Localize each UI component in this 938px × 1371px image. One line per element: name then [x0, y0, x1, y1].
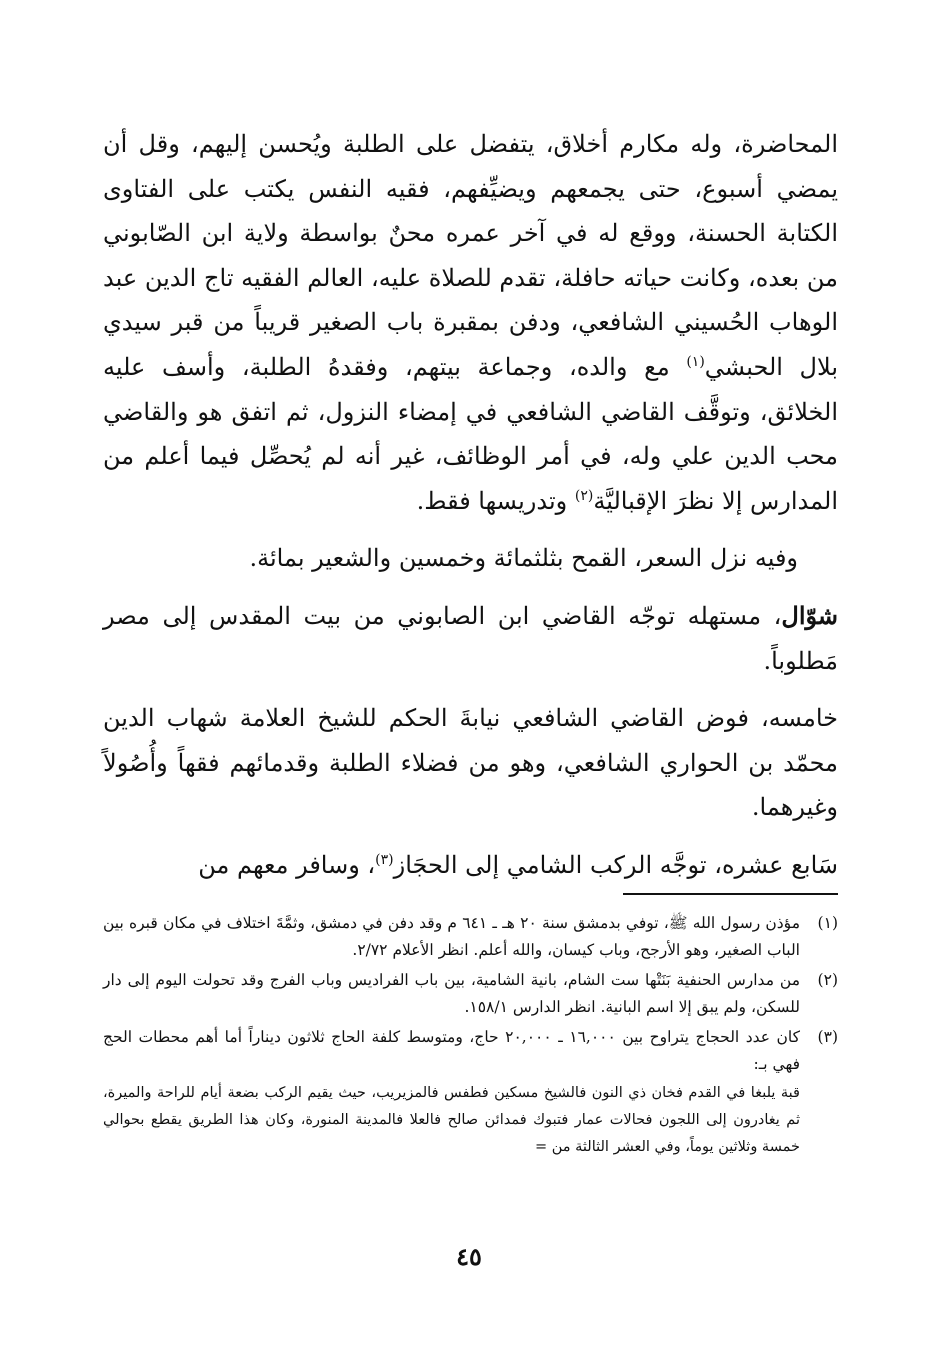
paragraph-5 [103, 843, 838, 888]
paragraph-5-text: سَابع عشره، توجَّه الركب الشامي إلى الحجَاز [393, 850, 838, 879]
paragraph-4-text: خامسه، فوض القاضي الشافعي نيابةَ الحكم للشيخ العلامة شهاب الدين محمّد بن الحواري الشافعي، وهو من فضلاء الطلبة وقدمائهم فقهاً وأُصُولاً وغيرهما. [103, 704, 838, 822]
footnote-ref-3: (٣) [375, 851, 394, 868]
footnote-3-text: كان عدد الحجاج يتراوح بين ١٦,٠٠٠ ـ ٢٠,٠٠٠ حاج، ومتوسط كلفة الحاج ثلاثون ديناراً أما أهم محطات الحج فهي بـ: [103, 1028, 800, 1073]
footnote-3 [103, 1024, 838, 1161]
paragraph-1 [103, 122, 838, 523]
footnotes-section [103, 910, 838, 1165]
footnote-1-number: (١) [817, 914, 838, 932]
paragraph-2 [103, 536, 838, 581]
footnote-1 [103, 910, 838, 963]
month-heading: شوّال [781, 600, 838, 630]
footnote-divider [623, 893, 838, 895]
footnote-3-number: (٣) [817, 1028, 838, 1046]
page-number: ٤٥ [456, 1242, 482, 1271]
footnote-2-number: (٢) [817, 971, 838, 989]
paragraph-1-text-cont: مع والده، وجماعة بيتهم، وفقدهُ الطلبة، وأسف عليه الخلائق، وتوقَّف القاضي الشافعي في إمضاء النزول، ثم اتفق هو والقاضي محب الدين علي وله، في أمر الوظائف، غير أنه لم يُحصِّل فيما أعلم من المدارس إلا نظرَ الإقباليَّة [103, 352, 838, 515]
paragraph-5-text-cont: ، وسافر معهم من [198, 850, 376, 879]
paragraph-2-text: وفيه نزل السعر، القمح بثلثمائة وخمسين والشعير بمائة. [249, 544, 798, 573]
footnote-ref-2: (٢) [574, 487, 594, 504]
paragraph-3 [103, 594, 838, 683]
footnote-3-quote: قبة يلبغا في القدم فخان ذي النون فالشيخ مسكين فطفس فالمزيريب، حيث يقيم الركب بضعة أيام للراحة والميرة، ثم يغادرون إلى اللجون فحالات عمار فتبوك فمدائن صالح فالعلا فالمدينة المنورة، وكان هذا الطريق يقطع بحوالي خمسة وثلاثين يوماً، وفي العشر الثالثة من = [103, 1085, 800, 1155]
footnote-2-text: من مدارس الحنفية بَنَتْها ست الشام، بانية الشامية، بين باب الفراديس وباب الفرج وقد تحولت اليوم إلى دار للسكن، ولم يبق إلا اسم البانية. انظر الدارس ١٥٨/١. [103, 971, 800, 1016]
footnote-2 [103, 967, 838, 1020]
paragraph-1-text-end: وتدريسها فقط. [416, 486, 575, 515]
footnote-ref-1: (١) [686, 353, 705, 370]
footnote-1-text: مؤذن رسول الله ﷺ، توفي بدمشق سنة ٢٠ هـ ـ ٦٤١ م وقد دفن في دمشق، وثمَّةَ اختلاف في مكان قبره بين الباب الصغير، وهو الأرجح، وباب كيسان، والله أعلم. انظر الأعلام ٢/٧٢. [103, 914, 800, 959]
paragraph-1-text: المحاضرة، وله مكارم أخلاق، يتفضل على الطلبة ويُحسن إليهم، وقل أن يمضي أسبوع، حتى يجمعهم ويضيِّفهم، فقيه النفس يكتب على الفتاوى الكتابة الحسنة، ووقع له في آخر عمره محنٌ بواسطة ولاية ابن الصّابوني من بعده، وكانت حياته حافلة، تقدم للصلاة عليه، العالم الفقيه تاج الدين عبد الوهاب الحُسيني الشافعي، ودفن بمقبرة باب الصغير قريباً من قبر سيدي بلال الحبشي [103, 130, 838, 381]
main-body-text [103, 122, 838, 888]
paragraph-3-text: ، مستهله توجّه القاضي ابن الصابوني من بيت المقدس إلى مصر مَطلوباً. [103, 601, 838, 675]
paragraph-4 [103, 696, 838, 830]
